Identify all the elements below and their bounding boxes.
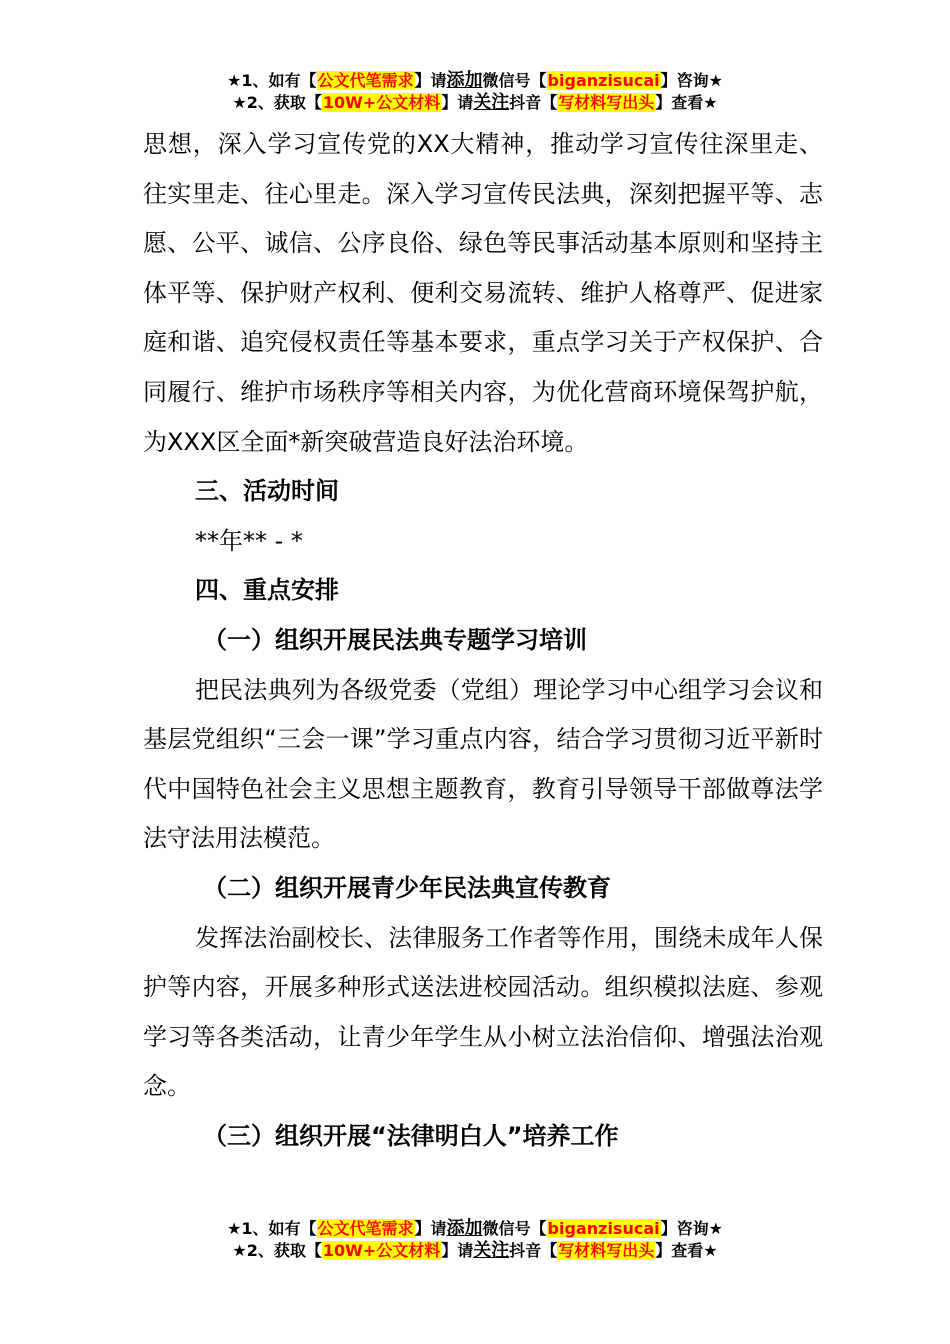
- banner-text: ★1、如有【: [227, 1219, 317, 1238]
- subheading-youth-education: （二）组织开展青少年民法典宣传教育: [203, 873, 611, 902]
- banner-text: 】咨询★: [660, 1219, 723, 1238]
- activity-time-text: **年** - *: [195, 526, 303, 555]
- banner-text: 关注: [473, 92, 510, 113]
- paragraph-youth-education: 发挥法治副校长、法律服务工作者等作用，围绕未成年人保护等内容，开展多种形式送法进校园活动。组织模拟法庭、参观学习等各类活动，让青少年学生从小树立法治信仰、增强法治观念。: [143, 923, 823, 1101]
- banner-text: ★2、获取【: [232, 93, 322, 112]
- douyin-highlight: 写材料写出头: [558, 93, 655, 112]
- header-banner-line-2: [0, 92, 950, 114]
- section-heading-key-arrangements: 四、重点安排: [195, 576, 339, 605]
- banner-text: 】请: [441, 93, 474, 112]
- document-body: [143, 120, 823, 1161]
- banner-text: 添加: [446, 1218, 483, 1239]
- douyin-highlight: 写材料写出头: [558, 1241, 655, 1260]
- ghostwriting-highlight: 公文代笔需求: [317, 1219, 414, 1238]
- ghostwriting-highlight: 公文代笔需求: [317, 71, 414, 90]
- banner-text: 抖音【: [509, 1241, 558, 1260]
- subheading-legal-understanding-person: （三）组织开展“法律明白人”培养工作: [203, 1121, 619, 1150]
- banner-text: 】请: [414, 71, 447, 90]
- footer-banner-line-1: [0, 1218, 950, 1240]
- footer-banner: [0, 1218, 950, 1262]
- wechat-id-highlight: biganzisucai: [547, 71, 660, 90]
- banner-text: 】咨询★: [660, 71, 723, 90]
- paragraph-continued: 思想，深入学习宣传党的XX大精神，推动学习宣传往深里走、往实里走、往心里走。深入学习宣传民法典，深刻把握平等、志愿、公平、诚信、公序良俗、绿色等民事活动基本原则和坚持主体平等、保护财产权利、便利交易流转、维护人格尊严、促进家庭和谐、追究侵权责任等基本要求，重点学习关于产权保护、合同履行、维护市场秩序等相关内容，为优化营商环境保驾护航，为XXX区全面*新突破营造良好法治环境。: [143, 130, 823, 456]
- materials-highlight: 10W+公文材料: [322, 93, 441, 112]
- banner-text: ★2、获取【: [232, 1241, 322, 1260]
- banner-text: 】请: [414, 1219, 447, 1238]
- banner-text: 微信号【: [482, 1219, 547, 1238]
- banner-text: 添加: [446, 70, 483, 91]
- paragraph-civil-code-training: 把民法典列为各级党委（党组）理论学习中心组学习会议和基层党组织“三会一课”学习重点内容，结合学习贯彻习近平新时代中国特色社会主义思想主题教育，教育引导领导干部做尊法学法守法用法模范。: [143, 675, 823, 853]
- materials-highlight: 10W+公文材料: [322, 1241, 441, 1260]
- wechat-id-highlight: biganzisucai: [547, 1219, 660, 1238]
- banner-text: 微信号【: [482, 71, 547, 90]
- footer-banner-line-2: [0, 1240, 950, 1262]
- banner-text: 抖音【: [509, 93, 558, 112]
- subheading-civil-code-training: （一）组织开展民法典专题学习培训: [203, 625, 587, 654]
- header-banner-line-1: [0, 70, 950, 92]
- banner-text: 】查看★: [655, 93, 718, 112]
- banner-text: 关注: [473, 1240, 510, 1261]
- section-heading-activity-time: 三、活动时间: [195, 477, 339, 506]
- banner-text: ★1、如有【: [227, 71, 317, 90]
- banner-text: 】请: [441, 1241, 474, 1260]
- header-banner: [0, 70, 950, 114]
- banner-text: 】查看★: [655, 1241, 718, 1260]
